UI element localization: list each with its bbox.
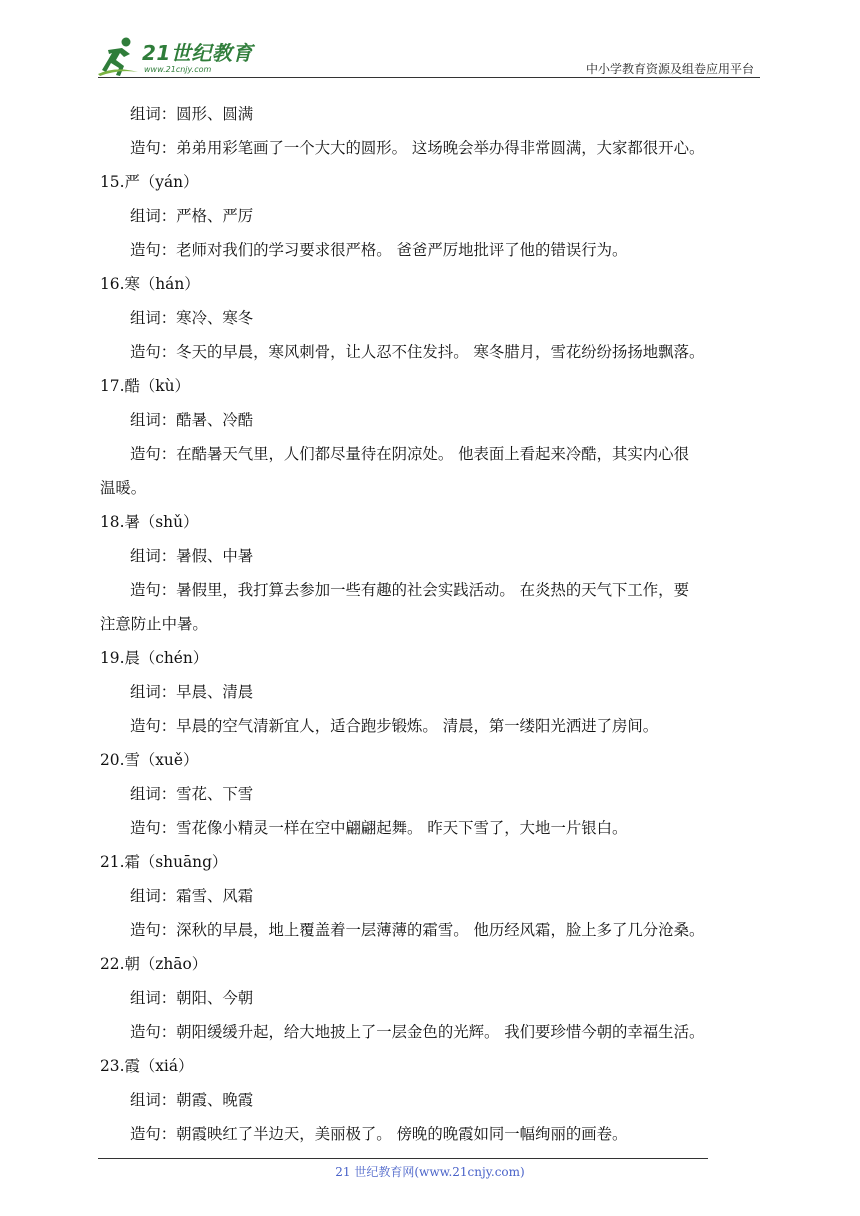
platform-title: 中小学教育资源及组卷应用平台 bbox=[585, 62, 754, 76]
character-heading: 20.雪（xuě） bbox=[100, 751, 199, 769]
word-group-line: 组词：雪花、下雪 bbox=[130, 785, 254, 803]
document-body bbox=[100, 97, 765, 1151]
runner-logo-icon bbox=[96, 36, 142, 78]
example-sentence-line: 造句：早晨的空气清新宜人，适合跑步锻炼。 清晨，第一缕阳光洒进了房间。 bbox=[130, 717, 659, 735]
word-group-line: 组词：酷暑、冷酷 bbox=[130, 411, 254, 429]
character-heading: 19.晨（chén） bbox=[100, 649, 209, 667]
character-heading: 16.寒（hán） bbox=[100, 275, 200, 293]
character-heading: 21.霜（shuāng） bbox=[100, 853, 228, 871]
example-sentence-line: 造句：弟弟用彩笔画了一个大大的圆形。 这场晚会举办得非常圆满，大家都很开心。 bbox=[130, 139, 705, 157]
example-sentence-line: 造句：朝霞映红了半边天，美丽极了。 傍晚的晚霞如同一幅绚丽的画卷。 bbox=[130, 1125, 628, 1143]
example-sentence-line: 造句：在酷暑天气里，人们都尽量待在阴凉处。 他表面上看起来冷酷，其实内心很 bbox=[130, 445, 689, 463]
example-sentence-line: 造句：暑假里，我打算去参加一些有趣的社会实践活动。 在炎热的天气下工作，要 bbox=[130, 581, 689, 599]
example-sentence-line: 造句：雪花像小精灵一样在空中翩翩起舞。 昨天下雪了，大地一片银白。 bbox=[130, 819, 628, 837]
word-group-line: 组词：严格、严厉 bbox=[130, 207, 254, 225]
sentence-continuation: 注意防止中暑。 bbox=[100, 615, 208, 633]
footer-divider bbox=[98, 1158, 708, 1159]
word-group-line: 组词：霜雪、风霜 bbox=[130, 887, 254, 905]
character-heading: 22.朝（zhāo） bbox=[100, 955, 208, 973]
character-heading: 23.霞（xiá） bbox=[100, 1057, 194, 1075]
word-group-line: 组词：寒冷、寒冬 bbox=[130, 309, 254, 327]
word-group-line: 组词：早晨、清晨 bbox=[130, 683, 254, 701]
character-heading: 15.严（yán） bbox=[100, 173, 199, 191]
logo-url: www.21cnjy.com bbox=[144, 65, 212, 74]
example-sentence-line: 造句：深秋的早晨，地上覆盖着一层薄薄的霜雪。 他历经风霜，脸上多了几分沧桑。 bbox=[130, 921, 705, 939]
word-group-line: 组词：朝阳、今朝 bbox=[130, 989, 254, 1007]
logo-text: 21世纪教育 bbox=[142, 41, 253, 65]
character-heading: 17.酷（kù） bbox=[100, 377, 190, 395]
word-group-line: 组词：朝霞、晚霞 bbox=[130, 1091, 254, 1109]
example-sentence-line: 造句：朝阳缓缓升起，给大地披上了一层金色的光辉。 我们要珍惜今朝的幸福生活。 bbox=[130, 1023, 705, 1041]
character-heading: 18.暑（shǔ） bbox=[100, 513, 199, 531]
example-sentence-line: 造句：老师对我们的学习要求很严格。 爸爸严厉地批评了他的错误行为。 bbox=[130, 241, 628, 259]
page-header bbox=[0, 0, 860, 80]
site-logo[interactable] bbox=[96, 36, 266, 78]
header-divider bbox=[98, 77, 760, 78]
sentence-continuation: 温暖。 bbox=[100, 479, 147, 497]
example-sentence-line: 造句：冬天的早晨，寒风刺骨，让人忍不住发抖。 寒冬腊月，雪花纷纷扬扬地飘落。 bbox=[130, 343, 705, 361]
word-group-line: 组词：暑假、中暑 bbox=[130, 547, 254, 565]
footer-link[interactable]: 21 世纪教育网(www.21cnjy.com) bbox=[335, 1165, 525, 1179]
word-group-line: 组词：圆形、圆满 bbox=[130, 105, 254, 123]
